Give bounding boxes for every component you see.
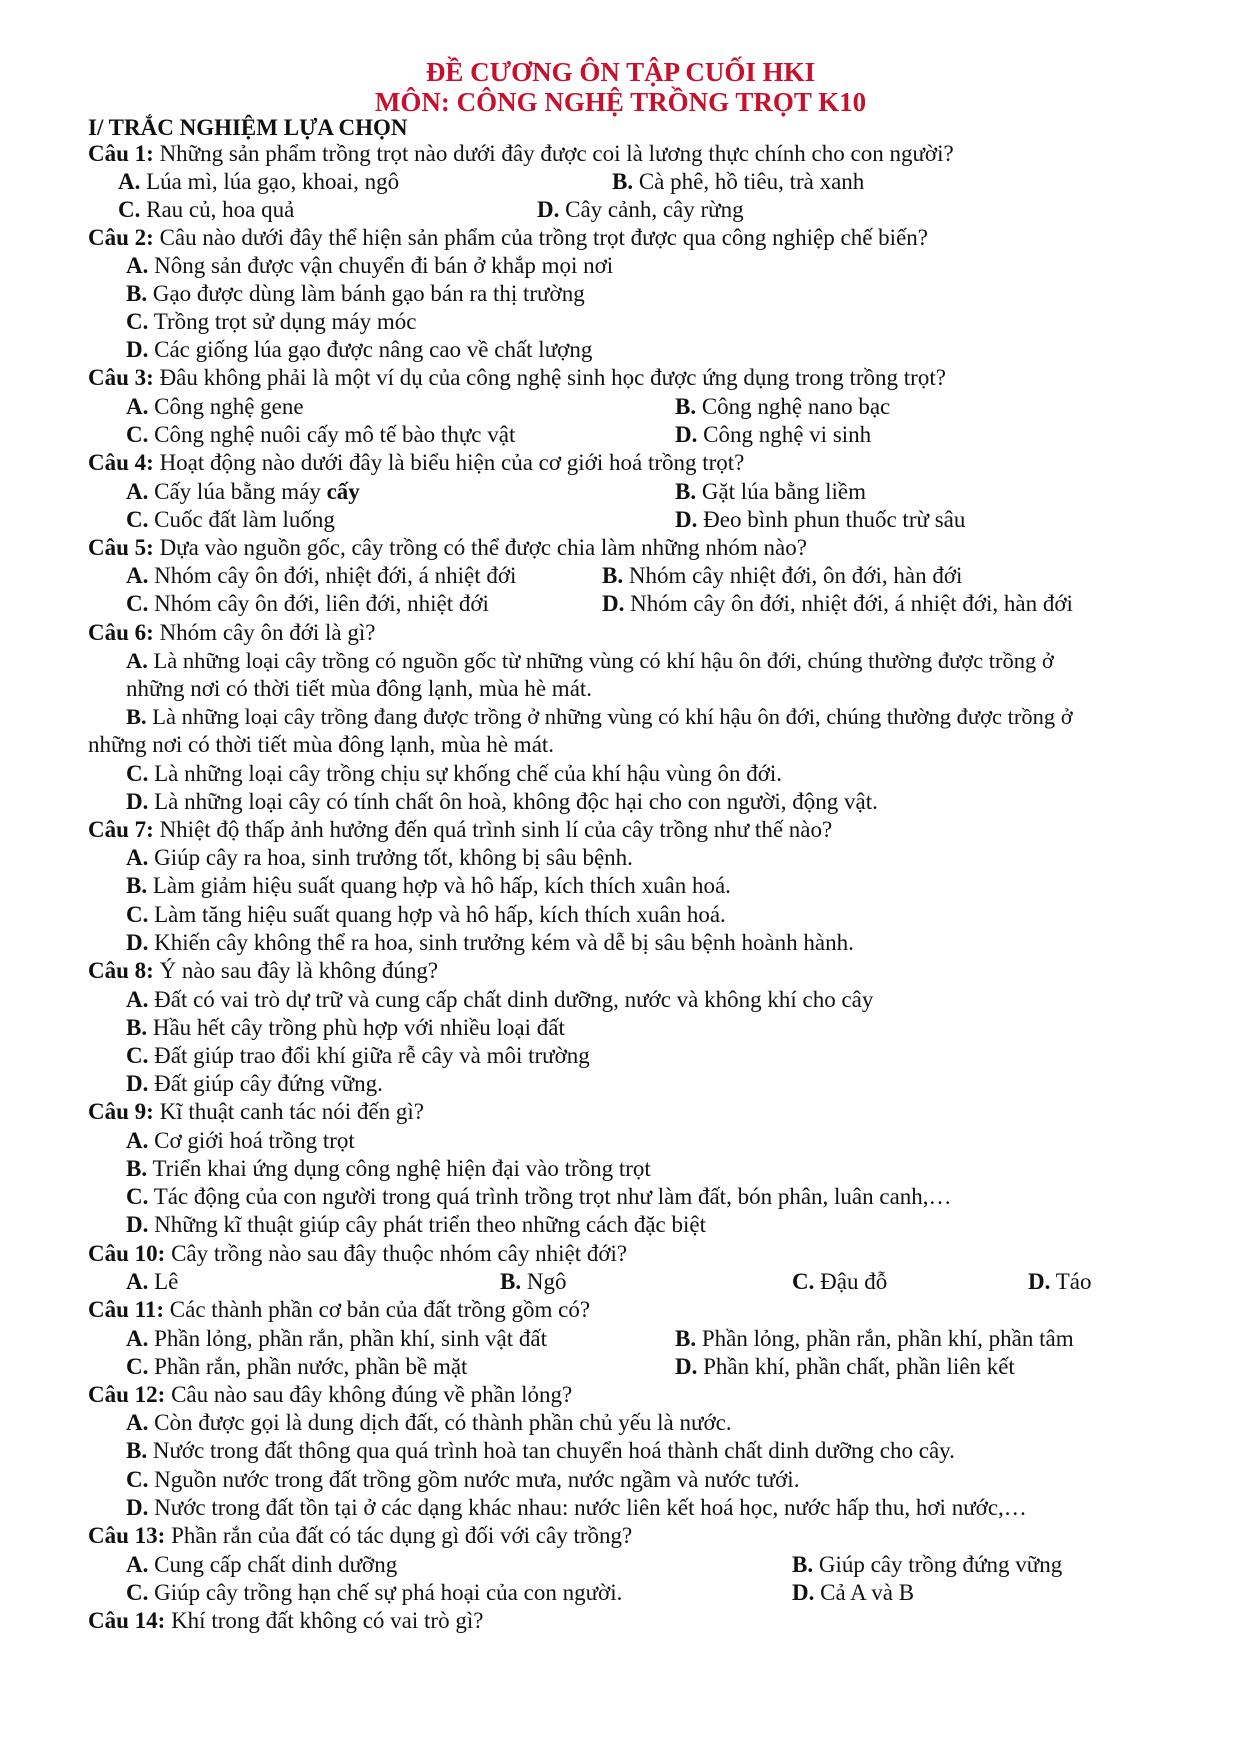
option-6d [126,788,878,816]
question-label: Câu 4: [88,450,154,475]
question-text: Đâu không phải là một ví dụ của công nghệ sinh học được ứng dụng trong trồng trọt? [153,365,946,390]
option-letter: C. [126,591,149,616]
option-letter: A. [126,1326,149,1351]
option-text: Đeo bình phun thuốc trừ sâu [703,507,966,532]
option-letter: C. [126,1580,149,1605]
option-text: Làm giảm hiệu suất quang hợp và hô hấp, kích thích xuân hoá. [152,873,731,898]
option-text: Công nghệ nano bạc [701,394,891,419]
option-12d [126,1494,1027,1522]
option-13d [792,1579,914,1607]
option-11c [126,1353,467,1381]
option-text: Công nghệ nuôi cấy mô tế bào thực vật [154,422,516,447]
option-text: Nhóm cây ôn đới, nhiệt đới, á nhiệt đới [154,563,517,588]
option-letter: B. [612,169,634,194]
option-text: Đậu đỗ [820,1269,888,1294]
option-letter: C. [126,1043,149,1068]
option-text: Rau củ, hoa quả [146,197,295,222]
option-10a [126,1268,178,1296]
option-letter: D. [126,1212,149,1237]
option-letter: B. [126,281,148,306]
option-1b [612,168,864,196]
option-letter: A. [126,563,149,588]
option-7c [126,901,726,929]
question-text: Nhiệt độ thấp ảnh hưởng đến quá trình sinh lí của cây trồng như thế nào? [153,817,833,842]
option-letter: A. [126,1552,149,1577]
option-letter: B. [675,394,697,419]
option-11d [675,1353,1015,1381]
option-2a [126,252,613,280]
option-text: Triển khai ứng dụng công nghệ hiện đại vào trồng trọt [152,1156,651,1181]
option-text: Nước trong đất tồn tại ở các dạng khác nhau: nước liên kết hoá học, nước hấp thu, hơi nước,… [154,1495,1027,1520]
option-text: Là những loại cây có tính chất ôn hoà, không độc hại cho con người, động vật. [154,789,878,814]
option-letter: A. [126,253,149,278]
option-13a [126,1551,397,1579]
question-label: Câu 5: [88,535,154,560]
document-title: ĐỀ CƯƠNG ÔN TẬP CUỐI HKI [425,57,816,87]
option-text: Nước trong đất thông qua quá trình hoà tan chuyển hoá thành chất dinh dưỡng cho cây. [152,1438,955,1463]
option-11b [675,1325,1074,1353]
option-11a [126,1325,547,1353]
option-letter: A. [126,394,149,419]
option-letter: D. [602,591,625,616]
option-letter: C. [118,197,141,222]
option-5d [602,590,1073,618]
option-text: Làm tăng hiệu suất quang hợp và hô hấp, kích thích xuân hoá. [154,902,726,927]
option-1d [537,196,744,224]
option-8a [126,986,873,1014]
option-letter: C. [792,1269,815,1294]
option-letter: A. [126,1128,149,1153]
option-3c [126,421,515,449]
option-1c [118,196,294,224]
option-letter: B. [675,479,697,504]
option-text: Công nghệ gene [154,394,304,419]
question-text: Câu nào sau đây không đúng về phần lỏng? [165,1382,573,1407]
question-text: Hoạt động nào dưới đây là biểu hiện của cơ giới hoá trồng trọt? [153,450,745,475]
section-heading: I/ TRẮC NGHIỆM LỰA CHỌN [88,115,408,140]
question-9 [88,1098,424,1126]
option-letter: B. [126,704,147,729]
option-letter: A. [126,479,149,504]
option-letter: D. [126,1495,149,1520]
question-text: Ý nào sau đây là không đúng? [153,958,439,983]
option-text: Tác động của con người trong quá trình trồng trọt như làm đất, bón phân, luân canh,… [153,1184,952,1209]
question-10 [88,1240,627,1268]
option-text: Phần lỏng, phần rắn, phần khí, phần tâm [701,1326,1074,1351]
option-letter: A. [126,1269,149,1294]
question-7 [88,816,832,844]
option-text: Cà phê, hồ tiêu, trà xanh [638,169,865,194]
option-7b [126,872,731,900]
question-label: Câu 14: [88,1608,166,1633]
question-2 [88,224,928,252]
option-9d [126,1211,706,1239]
option-2b [126,280,585,308]
option-text: Giúp cây ra hoa, sinh trưởng tốt, không bị sâu bệnh. [154,845,633,870]
option-text: Cơ giới hoá trồng trọt [154,1128,355,1153]
question-11 [88,1296,590,1324]
option-3b [675,393,890,421]
option-10c [792,1268,887,1296]
option-10b [500,1268,566,1296]
question-label: Câu 7: [88,817,154,842]
option-9c [126,1183,952,1211]
question-label: Câu 10: [88,1241,166,1266]
option-letter: C. [126,1354,149,1379]
option-letter: D. [126,337,149,362]
option-text: Lúa mì, lúa gạo, khoai, ngô [146,169,400,194]
option-6a [126,647,1054,675]
option-text: Giúp cây trồng hạn chế sự phá hoại của con người. [154,1580,623,1605]
option-7d [126,929,854,957]
option-letter: D. [792,1580,815,1605]
option-text: Hầu hết cây trồng phù hợp với nhiều loại đất [152,1015,565,1040]
option-text: Nhóm cây nhiệt đới, ôn đới, hàn đới [628,563,963,588]
option-letter: D. [126,1071,149,1096]
option-10d [1028,1268,1091,1296]
question-3 [88,364,946,392]
option-text: Ngô [526,1269,567,1294]
option-letter: C. [126,507,149,532]
option-letter: C. [126,902,149,927]
option-letter: D. [675,507,698,532]
option-letter: D. [537,197,560,222]
option-7a [126,844,633,872]
option-text: Cung cấp chất dinh dưỡng [154,1552,398,1577]
option-13b [792,1551,1062,1579]
option-letter: D. [126,789,149,814]
option-text: Nguồn nước trong đất trồng gồm nước mưa, nước ngầm và nước tưới. [154,1467,800,1492]
option-letter: B. [126,1156,148,1181]
question-1 [88,140,954,168]
option-9b [126,1155,651,1183]
option-text: Cuốc đất làm luống [154,507,335,532]
option-6b-continued: những nơi có thời tiết mùa đông lạnh, mùa hè mát. [88,732,555,757]
option-letter: B. [126,1438,148,1463]
option-text: Gạo được dùng làm bánh gạo bán ra thị trường [152,281,585,306]
question-label: Câu 3: [88,365,154,390]
option-text: Đất giúp trao đổi khí giữa rễ cây và môi trường [154,1043,590,1068]
question-12 [88,1381,572,1409]
option-text: Khiến cây không thể ra hoa, sinh trưởng kém và dễ bị sâu bệnh hoành hành. [154,930,854,955]
question-text: Phần rắn của đất có tác dụng gì đối với cây trồng? [165,1523,633,1548]
question-label: Câu 1: [88,141,154,166]
option-letter: A. [126,845,149,870]
option-text: Là những loại cây trồng đang được trồng ở những vùng có khí hậu ôn đới, chúng thường được trồng ở [152,704,1073,729]
option-5c [126,590,489,618]
option-letter: C. [126,309,149,334]
option-letter: C. [126,1467,149,1492]
option-12a [126,1409,732,1437]
option-4b [675,478,866,506]
question-6 [88,619,375,647]
question-text: Khí trong đất không có vai trò gì? [165,1608,484,1633]
question-13 [88,1522,632,1550]
option-letter: C. [126,422,149,447]
question-text: Nhóm cây ôn đới là gì? [153,620,376,645]
option-letter: D. [126,930,149,955]
question-label: Câu 9: [88,1099,154,1124]
question-label: Câu 13: [88,1523,166,1548]
option-letter: D. [675,422,698,447]
option-8c [126,1042,590,1070]
option-text: Đất có vai trò dự trữ và cung cấp chất dinh dưỡng, nước và không khí cho cây [154,987,874,1012]
option-12c [126,1466,799,1494]
option-text: Cây cảnh, cây rừng [565,197,744,222]
option-6a-continued: những nơi có thời tiết mùa đông lạnh, mùa hè mát. [126,676,593,701]
question-4 [88,449,744,477]
option-text: Còn được gọi là dung dịch đất, có thành phần chủ yếu là nước. [154,1410,732,1435]
option-text: Lê [154,1269,179,1294]
option-text: Đất giúp cây đứng vững. [154,1071,383,1096]
option-letter: B. [602,563,624,588]
option-4c [126,506,335,534]
option-13c [126,1579,622,1607]
option-9a [126,1127,355,1155]
option-2d [126,336,592,364]
question-text: Kĩ thuật canh tác nói đến gì? [153,1099,424,1124]
option-text: Giúp cây trồng đứng vững [818,1552,1063,1577]
question-label: Câu 8: [88,958,154,983]
document-subtitle: MÔN: CÔNG NGHỆ TRỒNG TRỌT K10 [374,87,867,117]
option-text: Nhóm cây ôn đới, nhiệt đới, á nhiệt đới, hàn đới [630,591,1073,616]
option-letter: B. [675,1326,697,1351]
option-text: Là những loại cây trồng chịu sự khống chế của khí hậu vùng ôn đới. [154,761,783,786]
question-text: Câu nào dưới đây thể hiện sản phẩm của trồng trọt được qua công nghiệp chế biến? [153,225,928,250]
option-letter: B. [126,1015,148,1040]
option-8d [126,1070,383,1098]
option-text: Cả A và B [820,1580,915,1605]
option-letter: B. [500,1269,522,1294]
option-text: Những kĩ thuật giúp cây phát triển theo những cách đặc biệt [154,1212,706,1237]
question-label: Câu 12: [88,1382,166,1407]
option-3a [126,393,304,421]
option-5a [126,562,516,590]
question-label: Câu 2: [88,225,154,250]
option-8b [126,1014,565,1042]
option-letter: D. [1028,1269,1051,1294]
option-text: Cấy lúa bằng máy [154,479,327,504]
option-1a [118,168,399,196]
option-text-bold: cấy [326,479,360,504]
option-letter: C. [126,761,149,786]
option-letter: A. [126,987,149,1012]
question-label: Câu 6: [88,620,154,645]
option-text: Các giống lúa gạo được nâng cao về chất lượng [154,337,593,362]
question-text: Cây trồng nào sau đây thuộc nhóm cây nhiệt đới? [165,1241,628,1266]
option-4a [126,478,360,506]
question-text: Những sản phẩm trồng trọt nào dưới đây được coi là lương thực chính cho con người? [153,141,954,166]
option-text: Là những loại cây trồng có nguồn gốc từ những vùng có khí hậu ôn đới, chúng thường được trồng ở [153,648,1054,673]
option-4d [675,506,965,534]
option-letter: B. [792,1552,814,1577]
option-text: Táo [1055,1269,1092,1294]
question-14 [88,1607,483,1635]
option-text: Nông sản được vận chuyển đi bán ở khắp mọi nơi [154,253,614,278]
option-letter: A. [118,169,141,194]
option-letter: A. [126,1410,149,1435]
option-text: Phần lỏng, phần rắn, phần khí, sinh vật đất [154,1326,547,1351]
question-text: Dựa vào nguồn gốc, cây trồng có thể được chia làm những nhóm nào? [153,535,807,560]
option-5b [602,562,962,590]
question-8 [88,957,438,985]
option-text: Trồng trọt sử dụng máy móc [153,309,417,334]
option-3d [675,421,871,449]
question-text: Các thành phần cơ bản của đất trồng gồm có? [164,1297,591,1322]
option-letter: D. [675,1354,698,1379]
option-letter: C. [126,1184,149,1209]
option-text: Nhóm cây ôn đới, liên đới, nhiệt đới [154,591,489,616]
option-text: Phần khí, phần chất, phần liên kết [703,1354,1015,1379]
option-text: Phần rắn, phần nước, phần bề mặt [154,1354,468,1379]
option-12b [126,1437,955,1465]
option-text: Gặt lúa bằng liềm [701,479,866,504]
option-2c [126,308,416,336]
option-6c [126,760,782,788]
option-letter: A. [126,648,148,673]
question-label: Câu 11: [88,1297,165,1322]
option-text: Công nghệ vi sinh [703,422,872,447]
option-6b [126,703,1073,731]
option-letter: B. [126,873,148,898]
question-5 [88,534,807,562]
